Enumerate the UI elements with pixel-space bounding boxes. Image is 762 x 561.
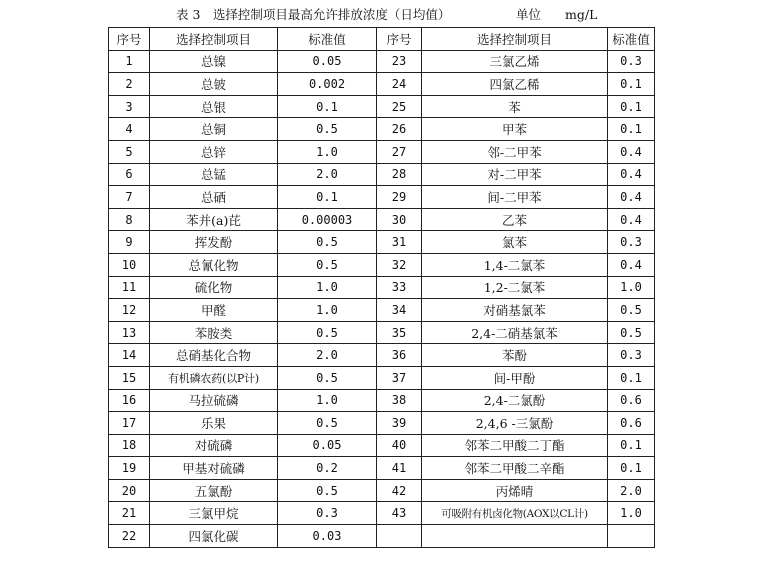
cell-item-2: 可吸附有机卤化物(AOX以CL计) xyxy=(422,502,608,525)
cell-item: 总银 xyxy=(150,95,278,118)
cell-value-2: 0.3 xyxy=(608,344,655,367)
cell-value-2: 2.0 xyxy=(608,479,655,502)
cell-item-2: 对-二甲苯 xyxy=(422,163,608,186)
cell-no: 2 xyxy=(109,73,150,96)
cell-item: 总镍 xyxy=(150,50,278,73)
table-row xyxy=(109,525,655,548)
cell-no-2: 35 xyxy=(377,321,422,344)
cell-item-2: 对硝基氯苯 xyxy=(422,299,608,322)
cell-item: 挥发酚 xyxy=(150,231,278,254)
cell-no-2: 39 xyxy=(377,412,422,435)
table-row xyxy=(109,140,655,163)
cell-item-2: 乙苯 xyxy=(422,208,608,231)
cell-no: 5 xyxy=(109,140,150,163)
cell-no-2: 28 xyxy=(377,163,422,186)
cell-value: 0.03 xyxy=(278,525,377,548)
cell-no: 11 xyxy=(109,276,150,299)
cell-item: 苯并(a)芘 xyxy=(150,208,278,231)
cell-item: 总氰化物 xyxy=(150,253,278,276)
header-no-2: 序号 xyxy=(377,28,422,51)
table-row xyxy=(109,299,655,322)
table-row xyxy=(109,95,655,118)
cell-value-2: 0.4 xyxy=(608,163,655,186)
header-no: 序号 xyxy=(109,28,150,51)
cell-value: 0.3 xyxy=(278,502,377,525)
cell-item: 五氯酚 xyxy=(150,479,278,502)
cell-item: 苯胺类 xyxy=(150,321,278,344)
cell-item-2: 甲苯 xyxy=(422,118,608,141)
table-row xyxy=(109,366,655,389)
cell-item: 总硒 xyxy=(150,186,278,209)
cell-value: 2.0 xyxy=(278,163,377,186)
cell-item-2: 1,2-二氯苯 xyxy=(422,276,608,299)
cell-value: 0.1 xyxy=(278,186,377,209)
cell-no: 17 xyxy=(109,412,150,435)
cell-item-2: 四氯乙稀 xyxy=(422,73,608,96)
cell-value: 0.002 xyxy=(278,73,377,96)
cell-value-2: 0.5 xyxy=(608,299,655,322)
header-item: 选择控制项目 xyxy=(150,28,278,51)
cell-value-2 xyxy=(608,525,655,548)
cell-no-2: 43 xyxy=(377,502,422,525)
cell-item: 总铍 xyxy=(150,73,278,96)
table-caption xyxy=(0,6,762,24)
cell-item: 硫化物 xyxy=(150,276,278,299)
cell-item: 马拉硫磷 xyxy=(150,389,278,412)
cell-no: 8 xyxy=(109,208,150,231)
table-row xyxy=(109,344,655,367)
cell-item: 总锌 xyxy=(150,140,278,163)
table-row xyxy=(109,412,655,435)
table-row xyxy=(109,321,655,344)
cell-item-2: 间-甲酚 xyxy=(422,366,608,389)
header-value: 标准值 xyxy=(278,28,377,51)
cell-no-2: 33 xyxy=(377,276,422,299)
cell-value-2: 0.6 xyxy=(608,389,655,412)
cell-no-2: 40 xyxy=(377,434,422,457)
cell-value: 0.5 xyxy=(278,231,377,254)
cell-value: 0.00003 xyxy=(278,208,377,231)
cell-no: 3 xyxy=(109,95,150,118)
cell-no-2: 37 xyxy=(377,366,422,389)
cell-value-2: 0.4 xyxy=(608,186,655,209)
header-value-2: 标准值 xyxy=(608,28,655,51)
cell-value-2: 0.4 xyxy=(608,208,655,231)
cell-item-2: 2,4-二氯酚 xyxy=(422,389,608,412)
cell-value: 0.05 xyxy=(278,434,377,457)
cell-no: 13 xyxy=(109,321,150,344)
cell-no-2: 26 xyxy=(377,118,422,141)
cell-value: 0.5 xyxy=(278,118,377,141)
cell-value-2: 0.4 xyxy=(608,140,655,163)
cell-item: 四氯化碳 xyxy=(150,525,278,548)
cell-no-2: 34 xyxy=(377,299,422,322)
emission-limits-table xyxy=(108,27,655,548)
table-row xyxy=(109,186,655,209)
cell-item: 三氯甲烷 xyxy=(150,502,278,525)
cell-no: 20 xyxy=(109,479,150,502)
table-row xyxy=(109,276,655,299)
cell-item: 总铜 xyxy=(150,118,278,141)
cell-value-2: 0.1 xyxy=(608,73,655,96)
cell-item-2: 苯酚 xyxy=(422,344,608,367)
cell-item-2: 邻苯二甲酸二丁酯 xyxy=(422,434,608,457)
cell-no-2: 23 xyxy=(377,50,422,73)
cell-item-2: 邻-二甲苯 xyxy=(422,140,608,163)
cell-value: 0.5 xyxy=(278,479,377,502)
cell-value-2: 1.0 xyxy=(608,276,655,299)
cell-item: 对硫磷 xyxy=(150,434,278,457)
cell-no-2: 42 xyxy=(377,479,422,502)
cell-value: 0.05 xyxy=(278,50,377,73)
cell-item-2 xyxy=(422,525,608,548)
cell-no-2: 31 xyxy=(377,231,422,254)
header-item-2: 选择控制项目 xyxy=(422,28,608,51)
cell-value: 1.0 xyxy=(278,276,377,299)
cell-value: 0.2 xyxy=(278,457,377,480)
cell-value-2: 0.1 xyxy=(608,366,655,389)
cell-item: 有机磷农药(以P计) xyxy=(150,366,278,389)
cell-value: 0.1 xyxy=(278,95,377,118)
cell-no-2 xyxy=(377,525,422,548)
unit-value: mg/L xyxy=(565,7,598,22)
cell-no-2: 38 xyxy=(377,389,422,412)
cell-no: 16 xyxy=(109,389,150,412)
cell-no: 10 xyxy=(109,253,150,276)
cell-value: 1.0 xyxy=(278,140,377,163)
cell-no: 14 xyxy=(109,344,150,367)
cell-item: 总硝基化合物 xyxy=(150,344,278,367)
cell-value-2: 0.4 xyxy=(608,253,655,276)
cell-value: 0.5 xyxy=(278,412,377,435)
cell-no: 18 xyxy=(109,434,150,457)
cell-value-2: 0.1 xyxy=(608,434,655,457)
table-header-row xyxy=(109,28,655,51)
table-row xyxy=(109,208,655,231)
cell-value: 0.5 xyxy=(278,321,377,344)
table-row xyxy=(109,163,655,186)
cell-item-2: 间-二甲苯 xyxy=(422,186,608,209)
cell-no-2: 30 xyxy=(377,208,422,231)
table-row xyxy=(109,389,655,412)
table-body xyxy=(109,50,655,547)
cell-no: 22 xyxy=(109,525,150,548)
cell-value-2: 0.5 xyxy=(608,321,655,344)
cell-value: 0.5 xyxy=(278,366,377,389)
cell-value-2: 0.3 xyxy=(608,50,655,73)
cell-item: 总锰 xyxy=(150,163,278,186)
cell-no: 15 xyxy=(109,366,150,389)
cell-value: 1.0 xyxy=(278,299,377,322)
cell-no-2: 29 xyxy=(377,186,422,209)
unit-label: 单位 xyxy=(516,7,542,22)
table-row xyxy=(109,434,655,457)
cell-value: 2.0 xyxy=(278,344,377,367)
cell-item-2: 三氯乙烯 xyxy=(422,50,608,73)
cell-item-2: 氯苯 xyxy=(422,231,608,254)
cell-item-2: 苯 xyxy=(422,95,608,118)
cell-no-2: 27 xyxy=(377,140,422,163)
cell-item: 乐果 xyxy=(150,412,278,435)
cell-no: 9 xyxy=(109,231,150,254)
cell-item-2: 1,4-二氯苯 xyxy=(422,253,608,276)
cell-item-2: 邻苯二甲酸二辛酯 xyxy=(422,457,608,480)
table-row xyxy=(109,457,655,480)
cell-no: 6 xyxy=(109,163,150,186)
table-row xyxy=(109,73,655,96)
cell-item: 甲基对硫磷 xyxy=(150,457,278,480)
table-title: 表 3 选择控制项目最高允许排放浓度（日均值） xyxy=(176,7,451,22)
cell-value-2: 1.0 xyxy=(608,502,655,525)
cell-item-2: 丙烯晴 xyxy=(422,479,608,502)
cell-no-2: 36 xyxy=(377,344,422,367)
table-row xyxy=(109,479,655,502)
cell-item: 甲醛 xyxy=(150,299,278,322)
table-row xyxy=(109,118,655,141)
cell-no: 21 xyxy=(109,502,150,525)
cell-value-2: 0.1 xyxy=(608,457,655,480)
table-row xyxy=(109,50,655,73)
cell-no-2: 25 xyxy=(377,95,422,118)
cell-no-2: 24 xyxy=(377,73,422,96)
cell-value-2: 0.1 xyxy=(608,118,655,141)
cell-no: 7 xyxy=(109,186,150,209)
cell-no: 19 xyxy=(109,457,150,480)
table-row xyxy=(109,231,655,254)
cell-value-2: 0.1 xyxy=(608,95,655,118)
cell-no: 4 xyxy=(109,118,150,141)
cell-item-2: 2,4,6 -三氯酚 xyxy=(422,412,608,435)
cell-no-2: 41 xyxy=(377,457,422,480)
cell-item-2: 2,4-二硝基氯苯 xyxy=(422,321,608,344)
cell-value-2: 0.3 xyxy=(608,231,655,254)
cell-no: 12 xyxy=(109,299,150,322)
cell-value-2: 0.6 xyxy=(608,412,655,435)
cell-value: 0.5 xyxy=(278,253,377,276)
cell-no: 1 xyxy=(109,50,150,73)
cell-no-2: 32 xyxy=(377,253,422,276)
cell-value: 1.0 xyxy=(278,389,377,412)
table-row xyxy=(109,502,655,525)
table-row xyxy=(109,253,655,276)
